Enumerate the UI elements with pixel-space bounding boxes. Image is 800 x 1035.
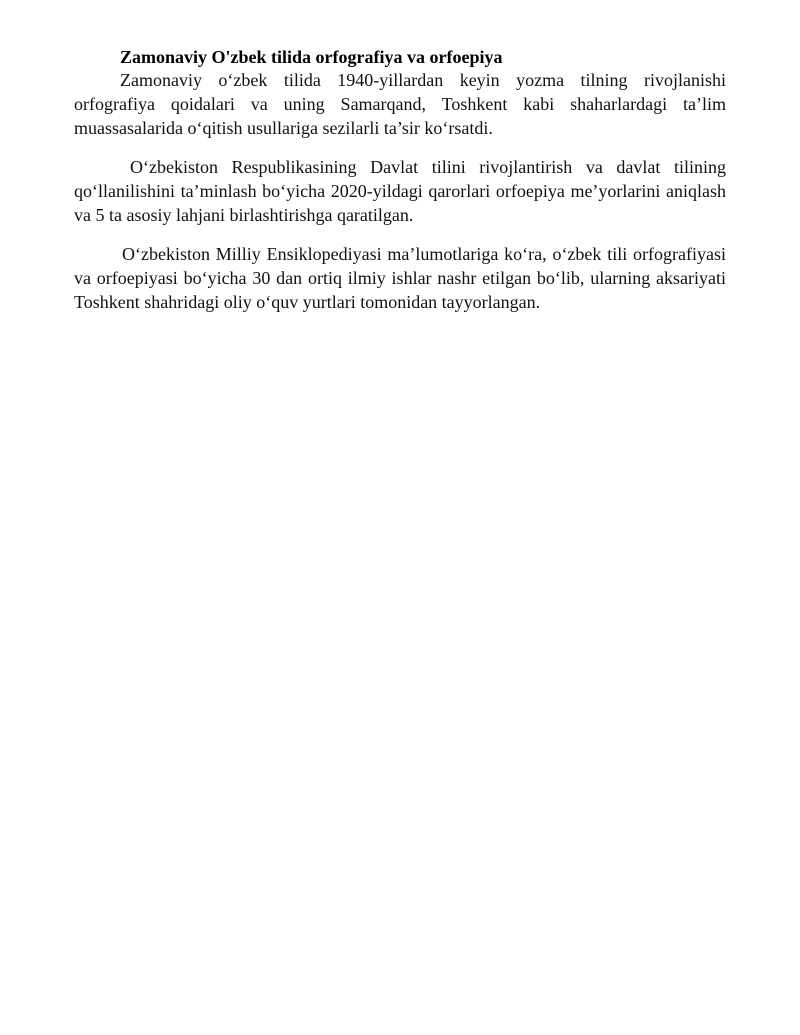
paragraph-2: O‘zbekiston Respublikasining Davlat tilini rivojlantirish va davlat tilining qo‘llanilishini ta’minlash bo‘yicha 2020-yildagi qarorlari orfoepiya me’yorlarini aniqlash va 5 ta asosiy lahjani birlashtirishga qaratilgan. (74, 157, 726, 225)
paragraph-1: Zamonaviy o‘zbek tilida 1940-yillardan keyin yozma tilning rivojlanishi orfografiya qoidalari va uning Samarqand, Toshkent kabi shaharlardagi ta’lim muassasalarida o‘qitish usullariga sezilarli ta’sir ko‘rsatdi. (74, 70, 726, 138)
document-title: Zamonaviy O'zbek tilida orfografiya va orfoepiya (120, 47, 503, 67)
paragraph-3: O‘zbekiston Milliy Ensiklopediyasi ma’lumotlariga ko‘ra, o‘zbek tili orfografiyasi va orfoepiyasi bo‘yicha 30 dan ortiq ilmiy ishlar nashr etilgan bo‘lib, ularning aksariyati Toshkent shahridagi oliy o‘quv yurtlari tomonidan tayyorlangan. (74, 244, 726, 312)
document-body (74, 46, 726, 314)
